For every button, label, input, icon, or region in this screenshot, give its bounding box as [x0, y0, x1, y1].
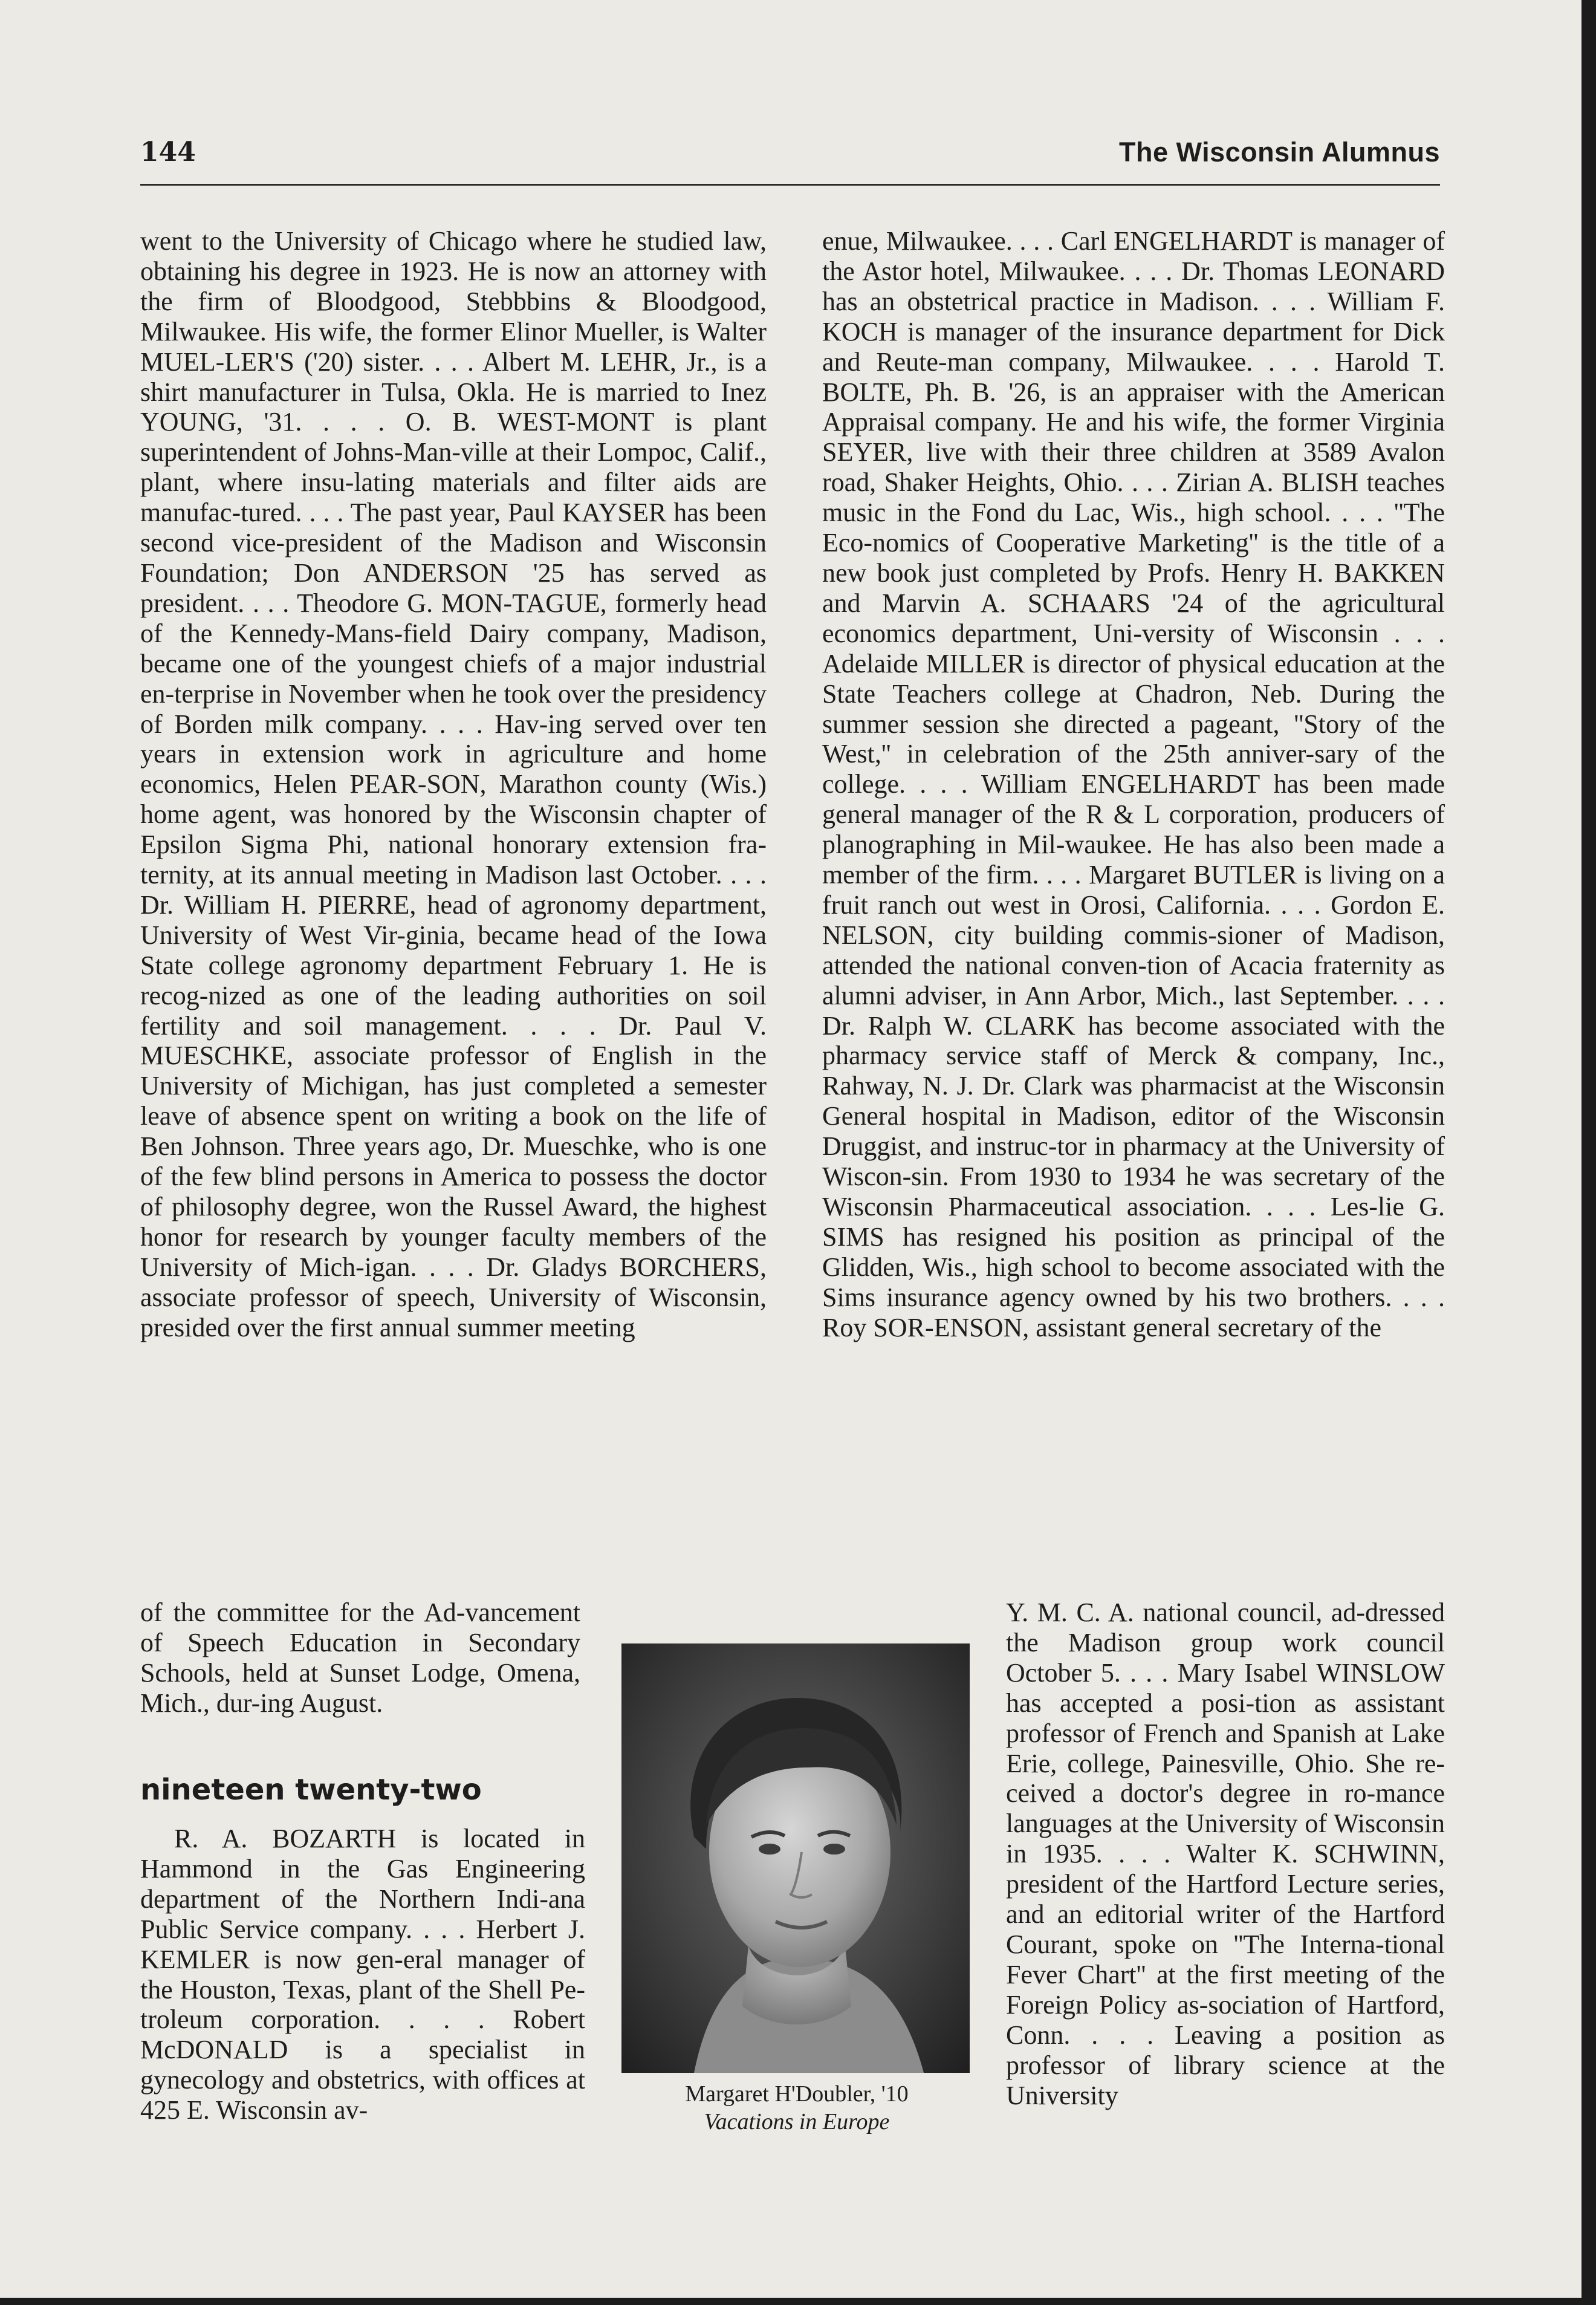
section-heading: nineteen twenty-two [140, 1773, 482, 1807]
page-number: 144 [140, 137, 196, 167]
photo-caption [611, 2080, 983, 2136]
right-column-continuation: Y. M. C. A. national council, ad-dressed the Madison group work council October 5. . . . Mary Isabel WINSLOW has accepted a posi-tion as assistant professor of French and Spanish at Lake Erie, college, Painesville, Ohio. She re-ceived a doctor's degree in ro-mance languages at the University of Wisconsin in 1935. . . . Walter K. SCHWINN, president of the Hartford Lecture series, and an editorial writer of the Hartford Courant, spoke on ''The Interna-tional Fever Chart'' at the first meeting of the Foreign Policy as-sociation of Hartford, Conn. . . . Leaving a position as professor of library science at the University [1006, 1598, 1445, 2110]
header-rule [140, 184, 1440, 186]
left-column-continuation: of the committee for the Ad-vancement of Speech Education in Secondary Schools, held at Sunset Lodge, Omena, Mich., dur-ing August. [140, 1598, 580, 1718]
caption-subtitle: Vacations in Europe [704, 2109, 890, 2134]
caption-name: Margaret H'Doubler, '10 [685, 2081, 909, 2107]
section-body-text: R. A. BOZARTH is located in Hammond in the Gas Engineering department of the Northern Indi-ana Public Service company. . . . Herbert J. KEMLER is now gen-eral manager of the Houston, Texas, plant of the Shell Pe-troleum corporation. . . . Robert McDONALD is a specialist in gynecology and obstetrics, with offices at 425 E. Wisconsin av- [140, 1824, 585, 2125]
magazine-title: The Wisconsin Alumnus [1119, 137, 1440, 167]
portrait-photo [621, 1643, 970, 2073]
right-column-text: enue, Milwaukee. . . . Carl ENGELHARDT is manager of the Astor hotel, Milwaukee. . . . Dr. Thomas LEONARD has an obstetrical practice in Madison. . . . William F. KOCH is manager of the insurance department for Dick and Reute-man company, Milwaukee. . . . Harold T. BOLTE, Ph. B. '26, is an appraiser with the American Appraisal company. He and his wife, the former Virginia SEYER, live with their three children at 3589 Avalon road, Shaker Heights, Ohio. . . . Zirian A. BLISH teaches music in the Fond du Lac, Wis., high school. . . . ''The Eco-nomics of Cooperative Marketing'' is the title of a new book just completed by Profs. Henry H. BAKKEN and Marvin A. SCHAARS '24 of the agricultural economics department, Uni-versity of Wisconsin . . . Adelaide MILLER is director of physical education at the State Teachers college at Chadron, Neb. During the summer session she directed a pageant, ''Story of the West,'' in celebration of the 25th anniver-sary of the college. . . . William ENGELHARDT has been made general manager of the R & L corporation, producers of planographing in Mil-waukee. He has also been made a member of the firm. . . . Margaret BUTLER is living on a fruit ranch out west in Orosi, California. . . . Gordon E. NELSON, city building commis-sioner of Madison, attended the national conven-tion of Acacia fraternity as alumni adviser, in Ann Arbor, Mich., last September. . . . Dr. Ralph W. CLARK has become associated with the pharmacy service staff of Merck & company, Inc., Rahway, N. J. Dr. Clark was pharmacist at the Wisconsin General hospital in Madison, editor of the Wisconsin Druggist, and instruc-tor in pharmacy at the University of Wiscon-sin. From 1930 to 1934 he was secretary of the Wisconsin Pharmaceutical association. . . . Les-lie G. SIMS has resigned his position as principal of the Glidden, Wis., high school to become associated with the Sims insurance agency owned by his two brothers. . . . Roy SOR-ENSON, assistant general secretary of the [822, 226, 1445, 1342]
left-column-text: went to the University of Chicago where he studied law, obtaining his degree in 1923. He is now an attorney with the firm of Bloodgood, Stebbbins & Bloodgood, Milwaukee. His wife, the former Elinor Mueller, is Walter MUEL-LER'S ('20) sister. . . . Albert M. LEHR, Jr., is a shirt manufacturer in Tulsa, Okla. He is married to Inez YOUNG, '31. . . . O. B. WEST-MONT is plant superintendent of Johns-Man-ville at their Lompoc, Calif., plant, where insu-lating materials and filter aids are manufac-tured. . . . The past year, Paul KAYSER has been second vice-president of the Madison and Wisconsin Foundation; Don ANDERSON '25 has served as president. . . . Theodore G. MON-TAGUE, formerly head of the Kennedy-Mans-field Dairy company, Madison, became one of the youngest chiefs of a major industrial en-terprise in November when he took over the presidency of Borden milk company. . . . Hav-ing served over ten years in extension work in agriculture and home economics, Helen PEAR-SON, Marathon county (Wis.) home agent, was honored by the Wisconsin chapter of Epsilon Sigma Phi, national honorary extension fra-ternity, at its annual meeting in Madison last October. . . . Dr. William H. PIERRE, head of agronomy department, University of West Vir-ginia, became head of the Iowa State college agronomy department February 1. He is recog-nized as one of the leading authorities on soil fertility and soil management. . . . Dr. Paul V. MUESCHKE, associate professor of English in the University of Michigan, has just completed a semester leave of absence spent on writing a book on the life of Ben Johnson. Three years ago, Dr. Mueschke, who is one of the few blind persons in America to possess the doctor of philosophy degree, won the Russel Award, the highest honor for research by younger faculty members of the University of Mich-igan. . . . Dr. Gladys BORCHERS, associate professor of speech, University of Wisconsin, presided over the first annual summer meeting [140, 226, 767, 1342]
page-header [140, 128, 1440, 186]
portrait-image [621, 1643, 970, 2073]
